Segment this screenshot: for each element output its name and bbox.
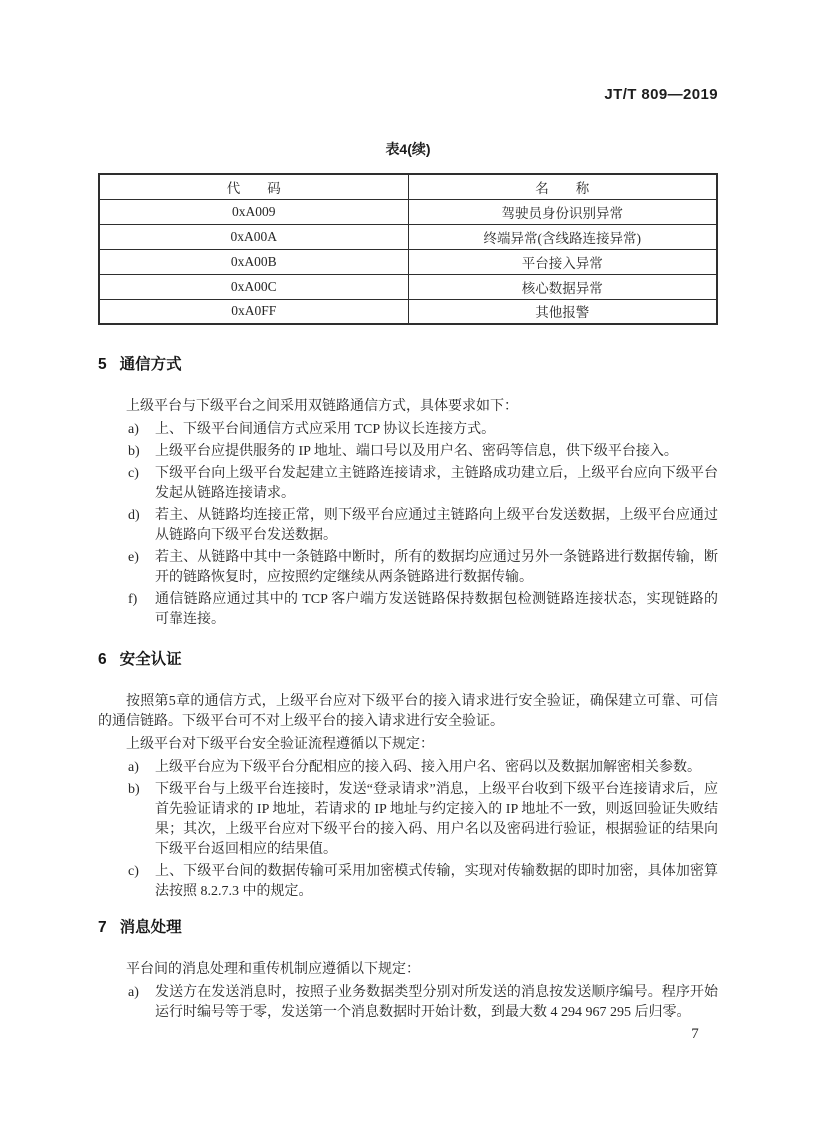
- section-6-heading: [98, 650, 718, 670]
- item-text: 下级平台向上级平台发起建立主链路连接请求，主链路成功建立后，上级平台应向下级平台发起从链路连接请求。: [155, 466, 718, 501]
- section-6-intro: 按照第5章的通信方式，上级平台应对下级平台的接入请求进行安全验证，确保建立可靠、可信的通信链路。下级平台可不对上级平台的接入请求进行安全验证。: [98, 694, 718, 729]
- list-item: [98, 862, 718, 902]
- name-cell: 终端异常(含线路连接异常): [408, 224, 717, 249]
- list-item: [98, 548, 718, 588]
- section-5-heading: [98, 355, 718, 375]
- item-text: 上、下级平台间的数据传输可采用加密模式传输，实现对传输数据的即时加密，具体加密算法按照 8.2.7.3 中的规定。: [155, 864, 718, 899]
- section-title: 通信方式: [119, 356, 182, 373]
- item-marker: f): [128, 592, 138, 607]
- section-communication-mode: [98, 355, 718, 632]
- doc-header: [98, 86, 718, 103]
- section-6-items: [98, 758, 718, 902]
- table-title: 表4(续): [385, 141, 431, 157]
- table-row: [99, 199, 717, 224]
- section-number: 6: [98, 651, 107, 668]
- page-number: 7: [691, 1026, 699, 1042]
- code-cell: 0xA00C: [99, 274, 408, 299]
- section-7-heading: [98, 918, 718, 938]
- alarm-code-table: [98, 173, 718, 325]
- section-security-auth: [98, 650, 718, 904]
- item-marker: a): [128, 422, 139, 437]
- name-cell: 驾驶员身份识别异常: [408, 199, 717, 224]
- list-item: [98, 590, 718, 630]
- list-item: [98, 780, 718, 860]
- item-marker: b): [128, 444, 140, 459]
- item-marker: a): [128, 760, 139, 775]
- name-cell: 其他报警: [408, 299, 717, 324]
- item-text: 上级平台应为下级平台分配相应的接入码、接入用户名、密码以及数据加解密相关参数。: [155, 760, 701, 775]
- section-7-intro: 平台间的消息处理和重传机制应遵循以下规定：: [126, 962, 420, 977]
- section-message-handling: [98, 918, 718, 1025]
- list-item: [98, 758, 718, 778]
- item-marker: a): [128, 985, 139, 1000]
- list-item: [98, 420, 718, 440]
- item-marker: c): [128, 864, 139, 879]
- item-text: 若主、从链路中其中一条链路中断时，所有的数据均应通过另外一条链路进行数据传输，断开的链路恢复时，应按照约定继续从两条链路进行数据传输。: [155, 550, 718, 585]
- section-7-items: [98, 983, 718, 1023]
- section-number: 5: [98, 356, 107, 373]
- code-cell: 0xA0FF: [99, 299, 408, 324]
- section-title: 消息处理: [119, 919, 182, 936]
- item-marker: c): [128, 466, 139, 481]
- table-row: [99, 299, 717, 324]
- section-5-items: [98, 420, 718, 630]
- item-text: 若主、从链路均连接正常，则下级平台应通过主链路向上级平台发送数据，上级平台应通过从链路向下级平台发送数据。: [155, 508, 718, 543]
- section-6-rule-lead: 上级平台对下级平台安全验证流程遵循以下规定：: [126, 737, 434, 752]
- standard-number: JT/T 809—2019: [604, 86, 718, 103]
- section-number: 7: [98, 919, 107, 936]
- list-item: [98, 442, 718, 462]
- code-cell: 0xA00B: [99, 249, 408, 274]
- item-marker: b): [128, 782, 140, 797]
- table-row: [99, 274, 717, 299]
- list-item: [98, 983, 718, 1023]
- item-text: 发送方在发送消息时，按照子业务数据类型分别对所发送的消息按发送顺序编号。程序开始运行时编号等于零，发送第一个消息数据时开始计数，到最大数 4 294 967 295 后归零。: [155, 985, 718, 1020]
- table-row: [99, 249, 717, 274]
- table-row: [99, 224, 717, 249]
- name-cell: 平台接入异常: [408, 249, 717, 274]
- table-header-row: [99, 174, 717, 199]
- list-item: [98, 506, 718, 546]
- section-title: 安全认证: [119, 651, 182, 668]
- item-text: 上级平台应提供服务的 IP 地址、端口号以及用户名、密码等信息，供下级平台接入。: [155, 444, 678, 459]
- item-marker: e): [128, 550, 139, 565]
- item-text: 通信链路应通过其中的 TCP 客户端方发送链路保持数据包检测链路连接状态，实现链路的可靠连接。: [155, 592, 718, 627]
- code-cell: 0xA00A: [99, 224, 408, 249]
- code-cell: 0xA009: [99, 199, 408, 224]
- section-5-intro: 上级平台与下级平台之间采用双链路通信方式，具体要求如下：: [126, 399, 518, 414]
- table-header-code: 代 码: [99, 174, 408, 199]
- table-header-name: 名 称: [408, 174, 717, 199]
- name-cell: 核心数据异常: [408, 274, 717, 299]
- item-marker: d): [128, 508, 140, 523]
- list-item: [98, 464, 718, 504]
- item-text: 上、下级平台间通信方式应采用 TCP 协议长连接方式。: [155, 422, 496, 437]
- item-text: 下级平台与上级平台连接时，发送“登录请求”消息，上级平台收到下级平台连接请求后，应首先验证请求的 IP 地址，若请求的 IP 地址与约定接入的 IP 地址不一致，则返回验证失败结果；其次，上级平台应对下级平台的接入码、用户名以及密码进行验证，根据验证的结果向下级平台返回相应的结果值。: [155, 782, 718, 857]
